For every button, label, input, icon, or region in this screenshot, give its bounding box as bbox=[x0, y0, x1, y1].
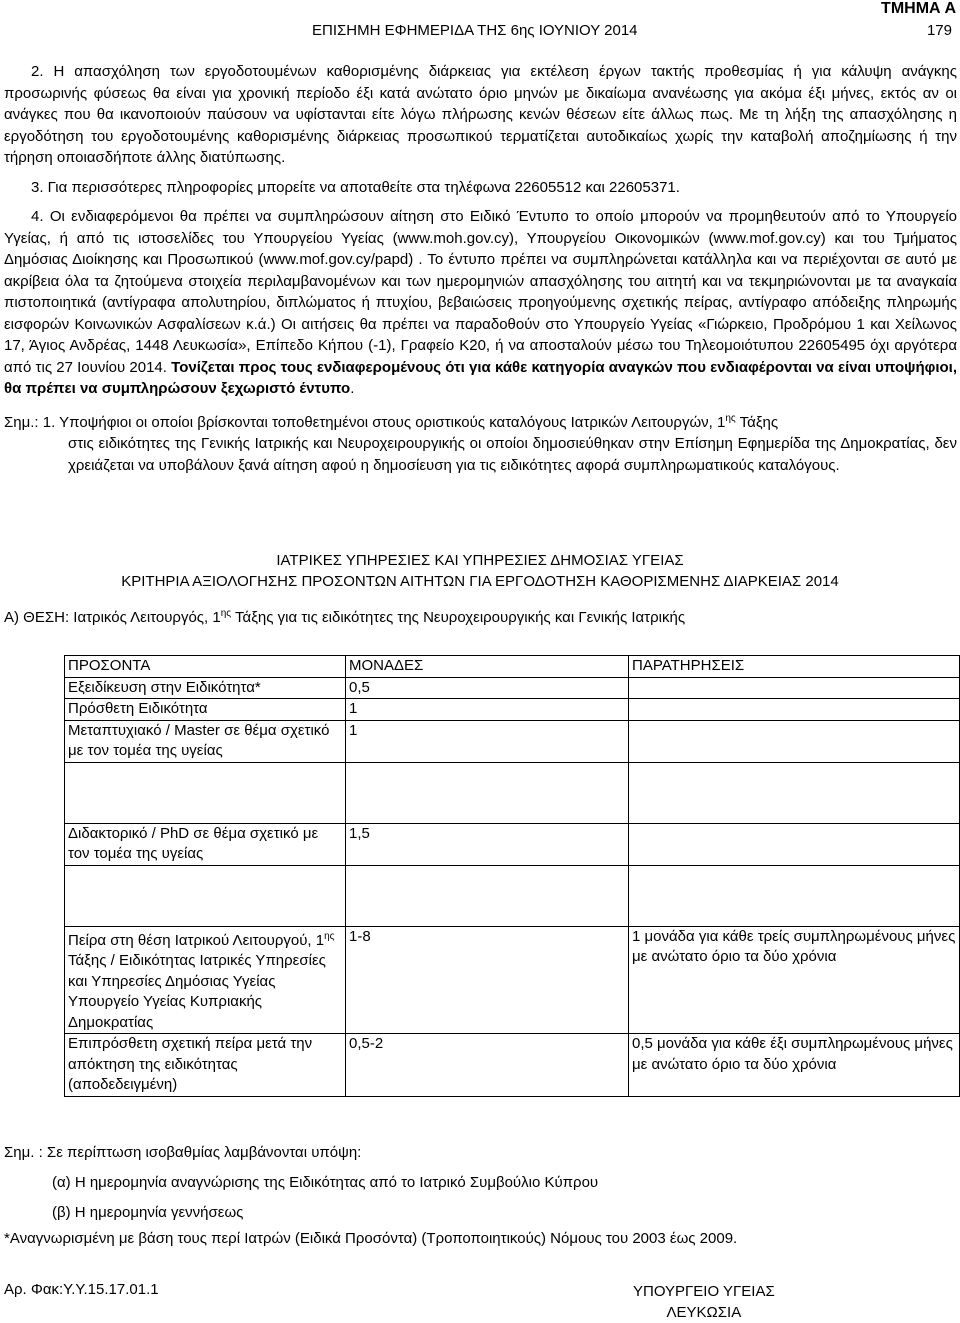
row1-units: 0,5 bbox=[346, 677, 629, 699]
table-row bbox=[65, 699, 960, 721]
page-number: 179 bbox=[926, 22, 952, 39]
row1-qualification: Εξειδίκευση στην Ειδικότητα* bbox=[65, 677, 346, 699]
note-1-continuation: στις ειδικότητες της Γενικής Ιατρικής και Νευροχειρουργικής οι οποίοι δημοσιεύθηκαν στην Επίσημη Εφημερίδα της Δημοκρατίας, δεν χρειάζεται να υποβάλουν ξανά αίτηση αφού η δημοσίευση για τις ειδικότητες αφορά συμπληρωματικούς καταλόγους. bbox=[68, 435, 957, 474]
table-row bbox=[65, 677, 960, 699]
services-title: ΙΑΤΡΙΚΕΣ ΥΠΗΡΕΣΙΕΣ ΚΑΙ ΥΠΗΡΕΣΙΕΣ ΔΗΜΟΣΙΑΣ ΥΓΕΙΑΣ bbox=[276, 552, 684, 569]
tiebreak-a: (α) Η ημερομηνία αναγνώρισης της Ειδικότητας από το Ιατρικό Συμβούλιο Κύπρου bbox=[52, 1174, 599, 1191]
note-1-line: 1. Υποψήφιοι οι οποίοι βρίσκονται τοποθετημένοι στους οριστικούς καταλόγους Ιατρικών Λειτουργών, 1 bbox=[42, 413, 726, 431]
note-1-line-end: Τάξης bbox=[735, 413, 779, 431]
position-sup: ης bbox=[220, 608, 232, 619]
row6-remarks: 0,5 μονάδα για κάθε έξι συμπληρωμένους μήνες με ανώτατο όριο τα δύο χρόνια bbox=[629, 1034, 960, 1097]
ministry-name: ΥΠΟΥΡΓΕΙΟ ΥΓΕΙΑΣ bbox=[633, 1283, 775, 1300]
gazette-title: ΕΠΙΣΗΜΗ ΕΦΗΜΕΡΙΔΑ ΤΗΣ 6ης ΙΟΥΝΙΟΥ 2014 bbox=[312, 22, 638, 39]
row1-remarks bbox=[629, 677, 960, 699]
paragraph-4-text: 4. Οι ενδιαφερόμενοι θα πρέπει να συμπληρώσουν αίτηση στο Ειδικό Έντυπο το οποίο μπορούν να προμηθευτούν από το Υπουργείο Υγείας, ή από τις ιστοσελίδες του Υπουργείου Υγείας (www.moh.gov.cy), Υπουργείου Οικονομικών (www.mof.gov.cy) και του Τμήματος Δημόσιας Διοίκησης και Προσωπικού (www.mof.gov.cy/papd) . Το έντυπο πρέπει να συμπληρώνεται κατάλληλα και να περιέχονται σε αυτό με ακρίβεια όλα τα ζητούμενα στοιχεία περιλαμβανομένων και των ημερομηνιών απασχόλησης του αιτητή και να τεκμηριώνονται με τα αναγκαία πιστοποιητικά (αντίγραφα απολυτηρίου, διπλώματος ή πτυχίου, βεβαιώσεις προηγούμενης σχετικής πείρας, αντίγραφο απόδειξης πληρωμής εισφορών Κοινωνικών Ασφαλίσεων κ.ά.) Οι αιτήσεις θα πρέπει να παραδοθούν στο Υπουργείο Υγείας «Γιώρκειο, Προδρόμου 1 και Χείλωνος 17, Άγιος Ανδρέας, 1448 Λευκωσία», Επίπεδο Κήπου (-1), Γραφείο Κ20, ή να αποσταλούν μέσω του Τηλεομοιότυπου 22605495 όχι αργότερα από τις 27 Ιουνίου 2014. bbox=[4, 208, 957, 376]
position-line bbox=[4, 608, 685, 626]
table-row bbox=[65, 1034, 960, 1097]
note-1-prefix: Σημ.: bbox=[4, 413, 43, 431]
row5-units: 1-8 bbox=[346, 926, 629, 1034]
position-before: Α) ΘΕΣΗ: Ιατρικός Λειτουργός, 1 bbox=[4, 609, 221, 626]
paragraph-4-emphasis: Τονίζεται προς τους ενδιαφερομένους ότι για κάθε κατηγορία αναγκών που ενδιαφέρονται να είναι υποψήφιοι, θα πρέπει να συμπληρώσουν ξεχωριστό έντυπο bbox=[4, 358, 958, 397]
table-row bbox=[65, 926, 960, 1034]
row6-units: 0,5-2 bbox=[346, 1034, 629, 1097]
row5-qualification: Πείρα στη θέση Ιατρικού Λειτουργού, $1^{\eta\varsigma}$ Τάξης / Ειδικότητας Ιατρικές Υπηρεσίες και Υπηρεσίες Δημόσιας Υγείας Υπουργείο Υγείας Κυπριακής Δημοκρατίας bbox=[65, 926, 346, 1034]
row3-units: 1 bbox=[346, 720, 629, 762]
tiebreak-intro: Σημ. : Σε περίπτωση ισοβαθμίας λαμβάνονται υπόψη: bbox=[4, 1144, 362, 1161]
table-row bbox=[65, 720, 960, 762]
criteria-title: ΚΡΙΤΗΡΙΑ ΑΞΙΟΛΟΓΗΣΗΣ ΠΡΟΣΟΝΤΩΝ ΑΙΤΗΤΩΝ ΓΙΑ ΕΡΓΟΔΟΤΗΣΗ ΚΑΘΟΡΙΣΜΕΝΗΣ ΔΙΑΡΚΕΙΑΣ 2014 bbox=[121, 573, 839, 590]
announcement-body bbox=[4, 61, 957, 476]
table-spacer-row bbox=[65, 865, 960, 926]
row4-qualification: Διδακτορικό / PhD σε θέμα σχετικό με τον τομέα της υγείας bbox=[65, 823, 346, 865]
criteria-titles bbox=[0, 550, 960, 592]
city-name: ΛΕΥΚΩΣΙΑ bbox=[666, 1304, 742, 1321]
row2-units: 1 bbox=[346, 699, 629, 721]
position-after: Τάξης για τις ειδικότητες της Νευροχειρουργικής και Γενικής Ιατρικής bbox=[231, 609, 686, 626]
row6-qualification: Επιπρόσθετη σχετική πείρα μετά την απόκτηση της ειδικότητας (αποδεδειγμένη) bbox=[65, 1034, 346, 1097]
tiebreak-notes bbox=[4, 1140, 954, 1252]
header-units: ΜΟΝΑΔΕΣ bbox=[346, 656, 629, 678]
file-reference: Αρ. Φακ:Υ.Υ.15.17.01.1 bbox=[4, 1281, 159, 1298]
tiebreak-b: (β) Η ημερομηνία γεννήσεως bbox=[52, 1204, 244, 1221]
paragraph-4-end: . bbox=[350, 380, 355, 397]
header-qualifications: ΠΡΟΣΟΝΤΑ bbox=[65, 656, 346, 678]
row3-remarks bbox=[629, 720, 960, 762]
table-row bbox=[65, 823, 960, 865]
row4-units: 1,5 bbox=[346, 823, 629, 865]
header-remarks: ΠΑΡΑΤΗΡΗΣΕΙΣ bbox=[629, 656, 960, 678]
row3-qualification: Μεταπτυχιακό / Master σε θέμα σχετικό με τον τομέα της υγείας bbox=[65, 720, 346, 762]
note-1-sup: ης bbox=[725, 412, 736, 424]
table-spacer-row bbox=[65, 762, 960, 823]
row2-qualification: Πρόσθετη Ειδικότητα bbox=[65, 699, 346, 721]
table-header-row bbox=[65, 656, 960, 678]
section-label: ΤΜΗΜΑ Α bbox=[881, 0, 956, 17]
criteria-table bbox=[64, 655, 960, 1097]
note-1 bbox=[4, 408, 957, 434]
paragraph-3: 3. Για περισσότερες πληροφορίες μπορείτε να αποταθείτε στα τηλέφωνα 22605512 και 22605371. bbox=[31, 178, 680, 196]
ministry-signature bbox=[633, 1281, 775, 1323]
paragraph-2: 2. Η απασχόληση των εργοδοτουμένων καθορισμένης διάρκειας για εκτέλεση έργων τακτής προθεσμίας ή για κάλυψη ανάγκης προσωρινής φύσεως θα είναι για χρονική περίοδο έξι κατά ανώτατο όριο μηνών με δικαίωμα ανανέωσης για ακόμα έξι μήνες, εκτός αν οι ανάγκες που θα ικανοποιούν παύσουν να υφίστανται είτε λόγω πλήρωσης κενών θέσεων είτε άλλως πως. Με τη λήξη της απασχόλησης η εργοδότηση του εργοδοτουμένης καθορισμένης διάρκειας προσωπικού τερματίζεται αυτοδικαίως χωρίς την καταβολή αποζημίωσης ή την τήρηση οποιασδήποτε άλλης διατύπωσης. bbox=[4, 63, 957, 166]
paragraph-4 bbox=[4, 206, 957, 400]
row4-remarks bbox=[629, 823, 960, 865]
footnote-star: *Αναγνωρισμένη με βάση τους περί Ιατρών (Ειδικά Προσόντα) (Τροποποιητικούς) Νόμους του 2003 έως 2009. bbox=[4, 1230, 738, 1247]
row2-remarks bbox=[629, 699, 960, 721]
row5-remarks: 1 μονάδα για κάθε τρείς συμπληρωμένους μήνες με ανώτατο όριο τα δύο χρόνια bbox=[629, 926, 960, 1034]
